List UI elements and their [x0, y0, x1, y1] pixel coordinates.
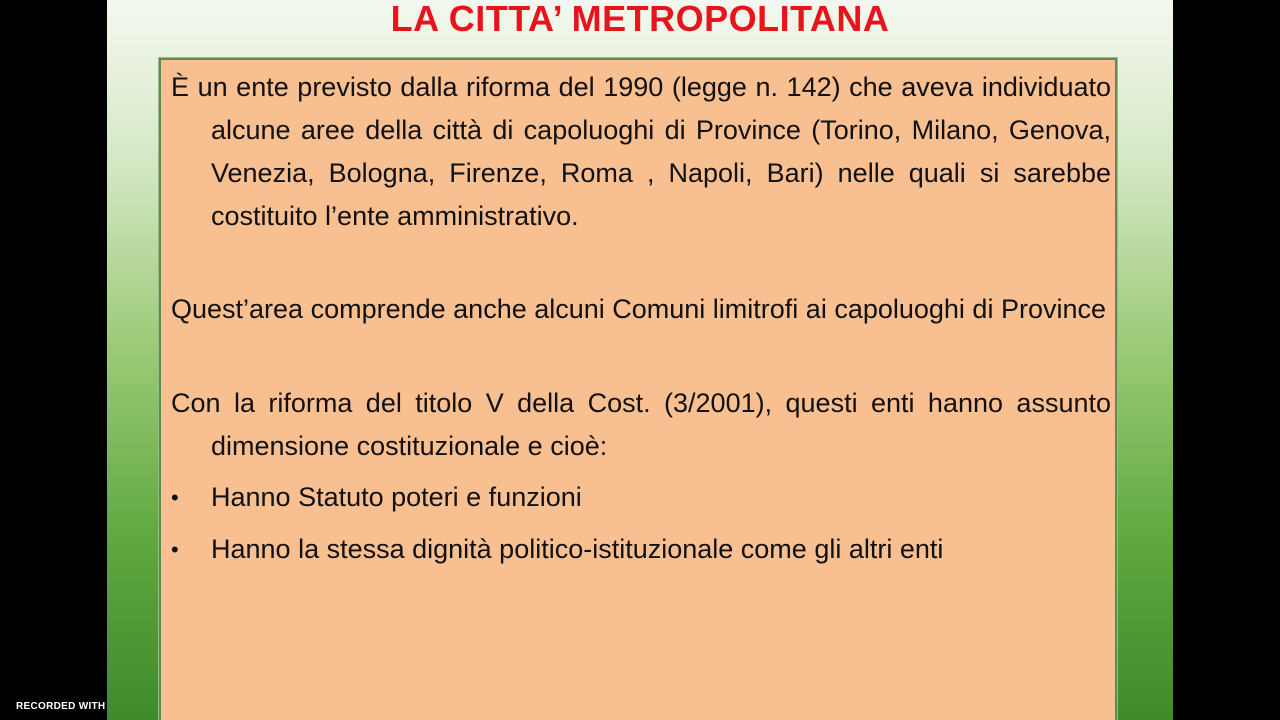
- bullet-item-dignity: [171, 528, 1111, 571]
- bullet-text: Hanno Statuto poteri e funzioni: [211, 482, 582, 512]
- presentation-slide: [107, 0, 1173, 720]
- content-box: [159, 58, 1117, 720]
- bullet-text: Hanno la stessa dignità politico-istituzionale come gli altri enti: [211, 534, 944, 564]
- paragraph-reform: Con la riforma del titolo V della Cost. (3/2001), questi enti hanno assunto dimensione costituzionale e cioè:: [171, 388, 1111, 461]
- bullet-dot-icon: •: [171, 537, 179, 562]
- recorder-watermark: RECORDED WITH: [16, 701, 106, 712]
- bullet-dot-icon: •: [171, 485, 179, 510]
- slide-title: LA CITTA’ METROPOLITANA: [390, 0, 890, 39]
- bullet-item-statute: [171, 476, 1111, 519]
- paragraph-definition: È un ente previsto dalla riforma del 1990 (legge n. 142) che aveva individuato alcune aree della città di capoluoghi di Province (Torino, Milano, Genova, Venezia, Bologna, Firenze, Roma , Napoli, Bari) nelle quali si sarebbe costituito l’ente amministrativo.: [171, 72, 1111, 231]
- paragraph-area: Quest’area comprende anche alcuni Comuni limitrofi ai capoluoghi di Province: [171, 294, 1106, 324]
